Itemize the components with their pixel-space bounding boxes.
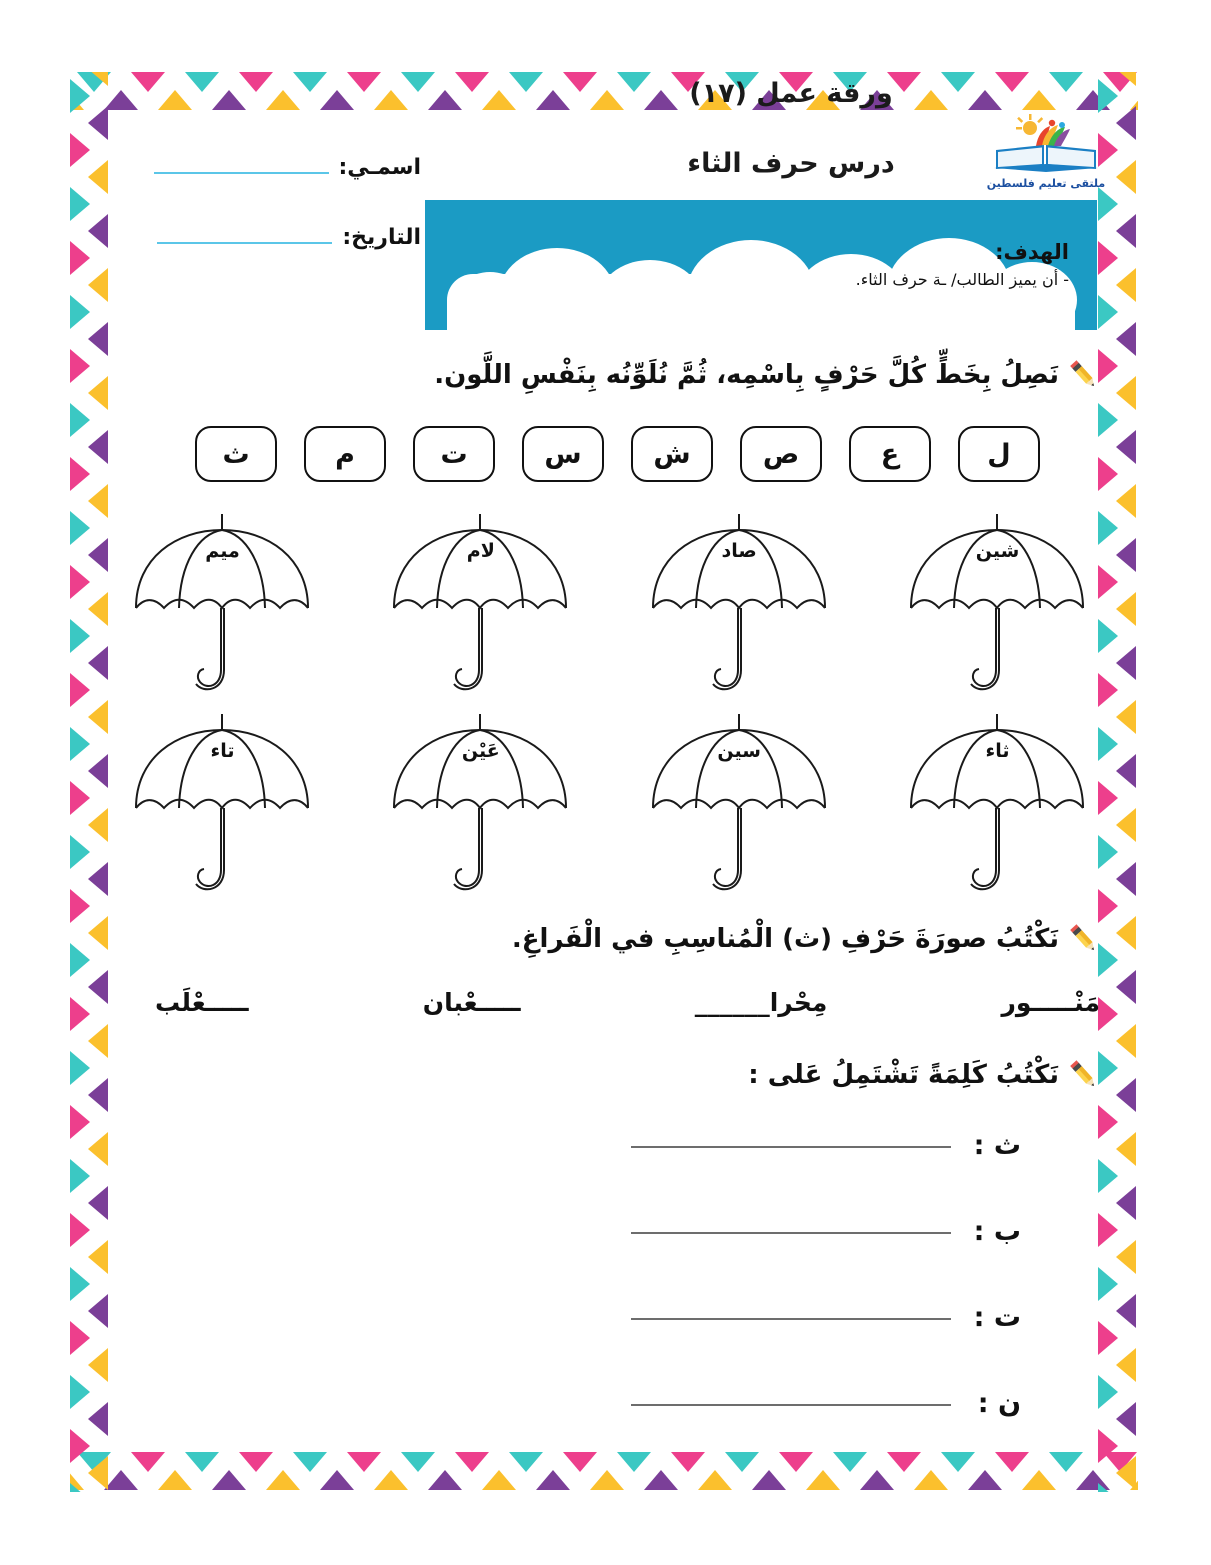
umbrella-item[interactable] [120, 712, 325, 902]
border-triangle [1116, 160, 1136, 194]
border-triangle [1116, 484, 1136, 518]
border-triangle [88, 268, 108, 302]
name-label: اسمـي: [338, 155, 421, 180]
border-triangle [88, 484, 108, 518]
border-triangle [70, 1375, 90, 1409]
name-field[interactable] [154, 152, 422, 180]
border-triangle [88, 160, 108, 194]
border-triangle [617, 1452, 651, 1472]
umbrella-label: سين [717, 740, 761, 762]
sheet-title: ورقة عمل (١٧) [689, 78, 893, 109]
border-triangle [563, 1452, 597, 1472]
border-triangle [968, 1470, 1002, 1490]
border-triangle [1098, 511, 1118, 545]
border-triangle [88, 322, 108, 356]
border-triangle [1098, 619, 1118, 653]
border-triangle [70, 403, 90, 437]
border-triangle [833, 1452, 867, 1472]
border-triangle [860, 1470, 894, 1490]
border-triangle [1098, 1483, 1118, 1492]
border-triangle [88, 376, 108, 410]
border-triangle [70, 295, 90, 329]
border-triangle [1116, 538, 1136, 572]
logo-book-icon [986, 112, 1106, 174]
border-triangle [239, 72, 273, 92]
border-triangle [725, 1452, 759, 1472]
border-triangle [1049, 1452, 1083, 1472]
border-bottom [70, 1452, 1138, 1492]
umbrella-item[interactable] [637, 712, 842, 902]
border-triangle [1098, 241, 1118, 275]
border-triangle [1098, 997, 1118, 1031]
border-triangle [1116, 72, 1136, 86]
border-triangle [1116, 430, 1136, 464]
border-triangle [1116, 700, 1136, 734]
umbrella-item[interactable] [895, 512, 1100, 702]
border-triangle [70, 781, 90, 815]
letter-pill[interactable]: ص [740, 426, 822, 482]
logo-caption: ملتقى تعليم فلسطين [986, 177, 1106, 190]
border-triangle [1116, 1132, 1136, 1166]
border-triangle [1116, 268, 1136, 302]
answer-input-line[interactable] [631, 1230, 951, 1234]
border-triangle [70, 1105, 90, 1139]
letter-pill[interactable]: ت [413, 426, 495, 482]
border-triangle [293, 72, 327, 92]
border-triangle [1098, 457, 1118, 491]
answer-row[interactable] [631, 1302, 1021, 1333]
exercise2-instruction [512, 922, 1101, 956]
border-triangle [1098, 1105, 1118, 1139]
answer-input-line[interactable] [631, 1316, 951, 1320]
border-triangle [401, 72, 435, 92]
answer-letter: ب : [973, 1216, 1021, 1247]
border-triangle [1130, 1470, 1138, 1490]
border-triangle [88, 646, 108, 680]
border-triangle [1116, 646, 1136, 680]
border-triangle [70, 1051, 90, 1085]
border-triangle [158, 1470, 192, 1490]
border-triangle [1116, 592, 1136, 626]
goal-objective: - أن يميز الطالب/ ـة حرف الثاء. [855, 270, 1069, 289]
border-triangle [212, 1470, 246, 1490]
exercise3-instruction [748, 1058, 1101, 1092]
border-triangle [1116, 1240, 1136, 1274]
fill-blank-word[interactable]: ـــــعْبان [422, 988, 521, 1017]
border-triangle [320, 90, 354, 110]
border-triangle [1103, 1452, 1137, 1472]
border-triangle [70, 133, 90, 167]
border-triangle [88, 1402, 108, 1436]
border-triangle [70, 241, 90, 275]
border-triangle [1116, 1078, 1136, 1112]
border-triangle [1098, 565, 1118, 599]
border-triangle [70, 835, 90, 869]
border-triangle [70, 727, 90, 761]
letter-pill[interactable]: ث [195, 426, 277, 482]
border-triangle [88, 72, 108, 86]
umbrella-item[interactable] [378, 712, 583, 902]
border-triangle [1116, 1402, 1136, 1436]
border-triangle [1022, 1470, 1056, 1490]
letter-pill[interactable]: ع [849, 426, 931, 482]
border-triangle [70, 619, 90, 653]
site-logo [986, 112, 1106, 190]
border-right [1098, 72, 1138, 1492]
border-triangle [185, 1452, 219, 1472]
border-triangle [70, 889, 90, 923]
border-triangle [1098, 295, 1118, 329]
umbrella-label: شين [975, 540, 1020, 562]
border-triangle [914, 1470, 948, 1490]
fill-blank-word[interactable]: مَنْـــــور [1001, 988, 1100, 1017]
border-triangle [1022, 90, 1056, 110]
border-triangle [806, 1470, 840, 1490]
border-triangle [1116, 376, 1136, 410]
border-triangle [887, 1452, 921, 1472]
border-triangle [70, 511, 90, 545]
umbrella-label: صاد [721, 540, 757, 562]
border-triangle [509, 1452, 543, 1472]
border-triangle [428, 90, 462, 110]
border-triangle [455, 1452, 489, 1472]
border-triangle [1098, 1159, 1118, 1193]
border-triangle [70, 1213, 90, 1247]
umbrella-row-1 [120, 512, 1100, 702]
border-triangle [88, 1348, 108, 1382]
border-triangle [1098, 1051, 1118, 1085]
border-triangle [779, 1452, 813, 1472]
umbrella-row-2 [120, 712, 1100, 902]
border-triangle [1130, 90, 1138, 110]
answer-letter: ن : [977, 1388, 1021, 1419]
name-input-line[interactable] [154, 152, 329, 174]
fill-blank-word-row [155, 988, 1100, 1017]
border-triangle [1098, 1213, 1118, 1247]
border-triangle [70, 1429, 90, 1463]
border-triangle [644, 1470, 678, 1490]
border-triangle [1076, 90, 1110, 110]
exercise1-instruction-text: نَصِلُ بِخَطٍّ كُلَّ حَرْفٍ بِاسْمِه، ثُمَّ نُلَوِّنُه بِنَفْسِ اللَّون. [434, 360, 1059, 390]
border-triangle [88, 214, 108, 248]
border-triangle [77, 72, 111, 92]
umbrella-label: ثاء [985, 740, 1010, 762]
border-triangle [1098, 1429, 1118, 1463]
letter-pill[interactable]: ش [631, 426, 713, 482]
border-triangle [1116, 916, 1136, 950]
letter-pill[interactable]: ل [958, 426, 1040, 482]
pencil-icon [1067, 358, 1101, 392]
border-triangle [239, 1452, 273, 1472]
border-triangle [70, 997, 90, 1031]
letter-pill-row [195, 426, 1040, 482]
umbrella-label: عَيْن [461, 740, 500, 762]
border-triangle [374, 1470, 408, 1490]
border-triangle [266, 1470, 300, 1490]
border-triangle [70, 1321, 90, 1355]
border-triangle [70, 349, 90, 383]
border-triangle [1116, 322, 1136, 356]
letter-pill[interactable]: س [522, 426, 604, 482]
border-triangle [536, 1470, 570, 1490]
date-input-line[interactable] [157, 222, 332, 244]
border-triangle [1116, 1294, 1136, 1328]
border-triangle [401, 1452, 435, 1472]
answer-letter: ت : [973, 1302, 1021, 1333]
border-triangle [212, 90, 246, 110]
border-triangle [104, 90, 138, 110]
border-triangle [1098, 1375, 1118, 1409]
border-triangle [70, 1470, 84, 1490]
border-triangle [1116, 1348, 1136, 1382]
border-triangle [88, 754, 108, 788]
border-triangle [455, 72, 489, 92]
answer-input-line[interactable] [631, 1144, 951, 1148]
border-triangle [104, 1470, 138, 1490]
answer-row[interactable] [631, 1216, 1021, 1247]
answer-letter: ث : [973, 1130, 1021, 1161]
border-triangle [88, 862, 108, 896]
border-triangle [88, 1132, 108, 1166]
umbrella-item[interactable] [637, 512, 842, 702]
border-triangle [320, 1470, 354, 1490]
border-triangle [536, 90, 570, 110]
border-triangle [1098, 403, 1118, 437]
goal-heading: الهدف: [995, 240, 1069, 264]
border-triangle [158, 90, 192, 110]
pencil-icon [1067, 1058, 1101, 1092]
border-triangle [293, 1452, 327, 1472]
border-triangle [88, 808, 108, 842]
border-triangle [752, 1470, 786, 1490]
border-triangle [70, 1267, 90, 1301]
border-triangle [590, 1470, 624, 1490]
border-triangle [509, 72, 543, 92]
date-label: التاريخ: [342, 225, 421, 250]
border-triangle [70, 565, 90, 599]
border-triangle [671, 1452, 705, 1472]
border-triangle [482, 90, 516, 110]
fill-blank-word[interactable]: ـــــعْلَب [155, 988, 249, 1017]
border-triangle [1098, 79, 1118, 113]
border-triangle [70, 673, 90, 707]
border-triangle [1098, 673, 1118, 707]
border-triangle [1098, 781, 1118, 815]
border-triangle [131, 72, 165, 92]
border-triangle [1098, 349, 1118, 383]
border-triangle [482, 1470, 516, 1490]
fill-blank-word[interactable]: مِحْرا______ [694, 988, 828, 1017]
border-triangle [70, 187, 90, 221]
border-triangle [88, 1240, 108, 1274]
exercise3-instruction-text: نَكْتُبُ كَلِمَةً تَشْتَمِلُ عَلى : [748, 1060, 1059, 1090]
border-triangle [1116, 808, 1136, 842]
border-triangle [1116, 214, 1136, 248]
umbrella-item[interactable] [895, 712, 1100, 902]
border-triangle [131, 1452, 165, 1472]
border-triangle [1116, 862, 1136, 896]
umbrella-label: لام [466, 540, 495, 562]
answer-row[interactable] [631, 1388, 1021, 1419]
border-triangle [1116, 970, 1136, 1004]
border-triangle [347, 1452, 381, 1472]
border-triangle [70, 1483, 90, 1492]
date-field[interactable] [157, 222, 421, 250]
border-triangle [1098, 1267, 1118, 1301]
border-triangle [1098, 835, 1118, 869]
border-triangle [1116, 754, 1136, 788]
border-triangle [70, 457, 90, 491]
letter-pill[interactable]: م [304, 426, 386, 482]
border-triangle [88, 1024, 108, 1058]
border-triangle [1116, 106, 1136, 140]
goal-text-block [509, 240, 1069, 289]
exercise2-instruction-text: نَكْتُبُ صورَةَ حَرْفِ (ث) الْمُناسِبِ في الْفَراغِ. [511, 924, 1059, 954]
goal-box [425, 200, 1097, 330]
border-triangle [1049, 72, 1083, 92]
umbrella-label: تاء [210, 740, 235, 762]
answer-input-line[interactable] [631, 1402, 951, 1406]
umbrella-item[interactable] [378, 512, 583, 702]
border-triangle [1098, 187, 1118, 221]
border-triangle [88, 970, 108, 1004]
border-triangle [1098, 889, 1118, 923]
border-triangle [428, 1470, 462, 1490]
answer-row[interactable] [631, 1130, 1021, 1161]
border-triangle [88, 1078, 108, 1112]
exercise1-instruction [434, 358, 1101, 392]
border-triangle [1098, 1321, 1118, 1355]
border-triangle [88, 592, 108, 626]
pencil-icon [1067, 922, 1101, 956]
border-triangle [88, 106, 108, 140]
border-triangle [374, 90, 408, 110]
border-triangle [266, 90, 300, 110]
border-triangle [70, 943, 90, 977]
border-triangle [185, 72, 219, 92]
border-triangle [70, 79, 90, 113]
border-triangle [70, 1159, 90, 1193]
border-left [70, 72, 110, 1492]
border-triangle [1116, 1456, 1136, 1490]
lesson-title: درس حرف الثاء [687, 148, 895, 179]
border-triangle [1103, 72, 1137, 92]
border-triangle [77, 1452, 111, 1472]
border-triangle [88, 916, 108, 950]
umbrella-label: ميم [205, 540, 240, 562]
border-triangle [1098, 727, 1118, 761]
border-triangle [70, 90, 84, 110]
border-triangle [88, 1456, 108, 1490]
border-triangle [698, 1470, 732, 1490]
border-triangle [1116, 1024, 1136, 1058]
border-triangle [347, 72, 381, 92]
border-triangle [1116, 1186, 1136, 1220]
border-triangle [88, 1186, 108, 1220]
border-triangle [88, 538, 108, 572]
border-triangle [88, 430, 108, 464]
border-triangle [88, 700, 108, 734]
border-triangle [1098, 943, 1118, 977]
border-triangle [1076, 1470, 1110, 1490]
border-triangle [941, 1452, 975, 1472]
umbrella-item[interactable] [120, 512, 325, 702]
border-triangle [995, 1452, 1029, 1472]
border-triangle [88, 1294, 108, 1328]
